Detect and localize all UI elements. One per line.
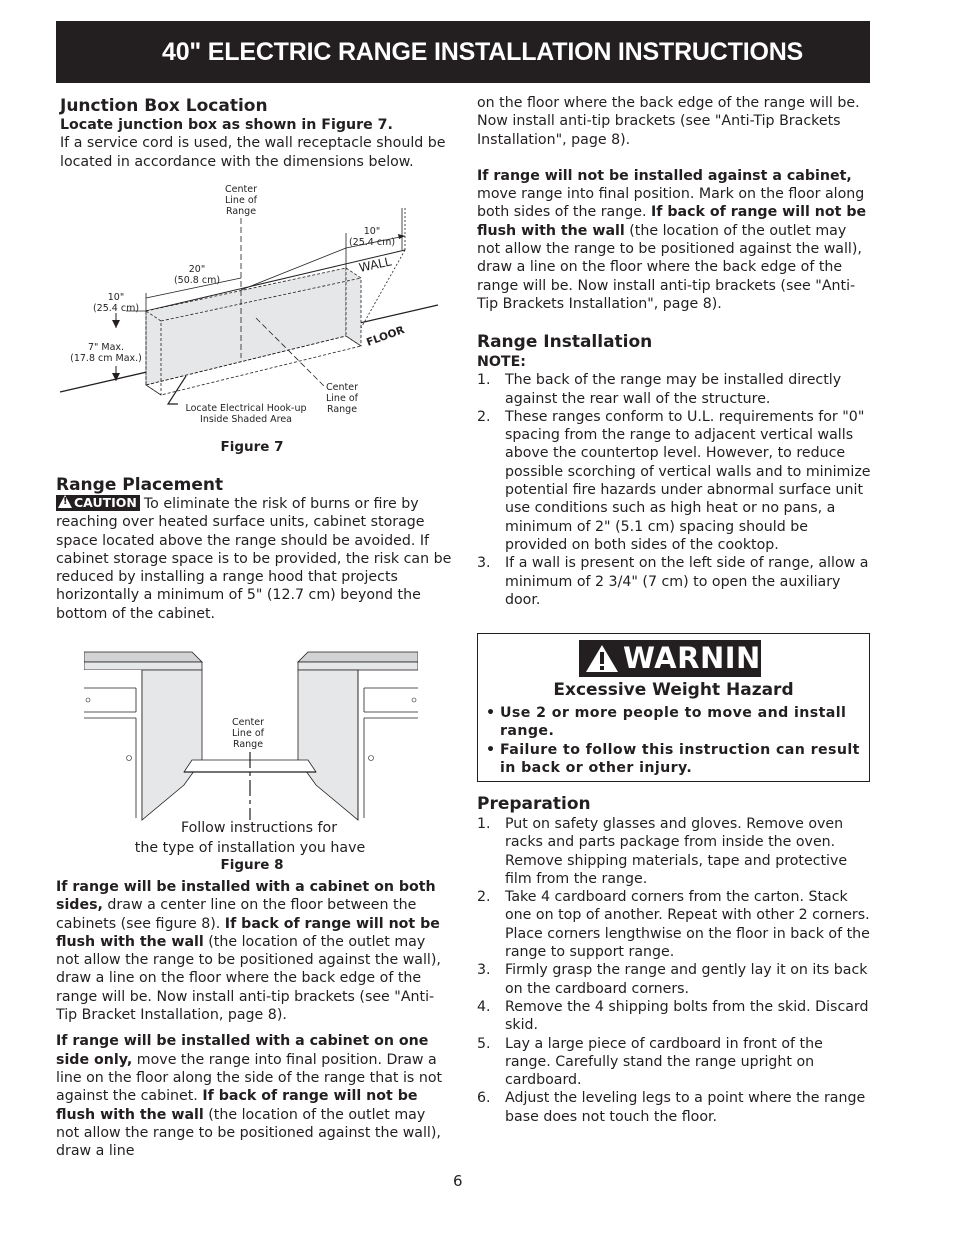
list-item: [477, 554, 872, 609]
installation-list: [477, 371, 872, 609]
list-item-number: 2.: [477, 889, 491, 906]
warning-bullet: • Failure to follow this instruction can result in back or other injury.: [486, 741, 861, 778]
warning-bullet: • Use 2 or more people to move and install range.: [486, 704, 861, 741]
figure-7-caption: Figure 7: [220, 439, 284, 455]
fig7-floor-label: FLOOR: [364, 324, 407, 349]
list-item-text: Adjust the leveling legs to a point where the range base does not touch the floor.: [505, 1090, 866, 1125]
right-install-paras: [477, 94, 872, 313]
list-item-text: These ranges conform to U.L. requirements for "0" spacing from the range to adjacent vertical walls above the countertop level. However, to reduce possible scorching of vertical walls and to minimize potential fire hazards under abnormal surface unit use conditions such as high heat or no pans, a minimum of 2" (5.1 cm) spacing should be provided on both sides of the cooktop.: [505, 408, 871, 553]
warning-bullets: [486, 704, 861, 777]
warning-title: Excessive Weight Hazard: [553, 680, 794, 700]
list-item-text: The back of the range may be installed directly against the rear wall of the structure.: [505, 372, 842, 407]
warning-label: WARNING: [623, 641, 786, 675]
preparation-list: [477, 815, 872, 1126]
page-number: 6: [453, 1172, 463, 1190]
para-both-sides-bold-1: If range will be installed with a cabinet on both sides,: [56, 879, 436, 914]
figure-8-diagram: [84, 650, 418, 825]
para-both-sides-text-1: draw a center line on the floor between the cabinets (see figure 8).: [56, 897, 417, 932]
fig7-centerline-top-3: Range: [225, 206, 257, 217]
fig8-follow-line1: Follow instructions for: [180, 820, 338, 836]
fig7-dim-height-2: (17.8 cm Max.): [70, 353, 142, 364]
list-item: [477, 815, 872, 888]
para-both-sides-text-2: (the location of the outlet may not allow the range to be positioned against the wall), draw a line on the floor where the back edge of the range will be. Now install anti-tip brackets (see "Anti-Tip Bracket Installation, page 8).: [56, 933, 441, 1024]
para-no-cabinet-bold-1: If range will not be installed against a cabinet,: [477, 167, 852, 184]
figure-7-diagram: [56, 178, 456, 433]
list-item-number: 1.: [477, 816, 491, 832]
list-item: [477, 888, 872, 961]
page-banner: [56, 21, 870, 83]
fig8-centerline-3: Range: [232, 739, 264, 750]
fig7-dim-left-2: (25.4 cm): [92, 303, 140, 314]
list-item-text: If a wall is present on the left side of range, allow a minimum of 2 3/4" (7 cm) to open the auxiliary door.: [505, 555, 869, 608]
figure-8-note: [100, 818, 400, 858]
caution-text: To eliminate the risk of burns or fire by reaching over heated surface units, cabinet storage space located above the range should be avoided. If cabinet storage space is to be provided, the risk can be reduced by installing a range hood that projects horizontally a minimum of 5" (12.7 cm) beyond the bottom of the cabinet.: [56, 496, 452, 622]
list-item-text: Lay a large piece of cardboard in front of the range. Carefully stand the range upright on cardboard.: [505, 1035, 823, 1089]
figure-8-caption: Figure 8: [220, 857, 284, 873]
installation-heading: Range Installation: [477, 332, 653, 352]
junction-subheading: Locate junction box as shown in Figure 7.: [60, 117, 393, 133]
caution-label: CAUTION: [74, 495, 137, 510]
fig7-centerline-top-1: Center: [225, 184, 257, 195]
list-item-number: 3.: [477, 555, 491, 572]
list-item: [477, 371, 872, 408]
preparation-heading: Preparation: [477, 794, 591, 814]
para-one-side: [56, 1032, 451, 1160]
fig7-dim-middle-2: (50.8 cm): [173, 275, 221, 286]
placement-heading: Range Placement: [56, 475, 224, 495]
junction-section: [60, 95, 460, 171]
para-one-side-text-1: move the range into final position. Draw a line on the floor along the side of the range that is not against the cabinet.: [56, 1051, 443, 1105]
fig8-centerline-1: Center: [232, 717, 264, 728]
fig7-centerline-bottom-1: Center: [326, 382, 358, 393]
fig7-dim-left-1: 10": [107, 292, 125, 303]
fig7-dim-right-1: 10": [363, 226, 381, 237]
list-item-number: 1.: [477, 372, 491, 389]
left-install-paras: [56, 878, 451, 1160]
para-one-side-text-2: (the location of the outlet may not allow the range to be positioned against the wall), draw a line: [56, 1106, 441, 1160]
preparation-section: [477, 793, 872, 1126]
list-item: [477, 408, 872, 554]
caution-badge: [56, 495, 140, 511]
fig7-wall-label: WALL: [357, 254, 393, 275]
list-item: [477, 998, 872, 1035]
junction-text: If a service cord is used, the wall receptacle should be located in accordance with the dimensions below.: [60, 135, 446, 170]
para-no-cabinet: [477, 167, 872, 313]
para-no-cabinet-text-2: (the location of the outlet may not allow the range to be positioned against the wall), draw a line on the floor where the back edge of the range will be. Now install anti-tip brackets (see "Anti-Tip Brackets Installation", page 8).: [477, 222, 862, 312]
para-no-cabinet-bold-2: If back of range will not be flush with the wall: [477, 204, 867, 239]
para-both-sides-bold-2: If back of range will not be flush with the wall: [56, 915, 440, 950]
fig8-follow-line2: the type of installation you have: [134, 840, 366, 856]
placement-caution-para: [56, 495, 452, 623]
para-both-sides: [56, 878, 451, 1024]
installation-section: [477, 331, 872, 609]
list-item-text: Take 4 cardboard corners from the carton. Stack one on top of another. Repeat with other 2 corners. Place corners lengthwise on the floor in back of the range to support range.: [505, 889, 870, 961]
list-item: [477, 961, 872, 998]
caution-triangle-icon: [58, 495, 72, 508]
fig7-dim-right-2: (25.4 cm): [348, 237, 396, 248]
warning-triangle-icon: [585, 644, 619, 673]
fig7-centerline-top-2: Line of: [225, 195, 257, 206]
para-one-side-bold-1: If range will be installed with a cabinet on one side only,: [56, 1033, 429, 1068]
list-item-number: 2.: [477, 408, 491, 425]
list-item-text: Firmly grasp the range and gently lay it on its back on the cardboard corners.: [505, 962, 868, 997]
para-no-cabinet-text-1: move range into final position. Mark on the floor along both sides of the range.: [477, 186, 865, 221]
para-continued: on the floor where the back edge of the range will be. Now install anti-tip brackets (see "Anti-Tip Brackets Installation", page 8).: [477, 95, 860, 148]
warning-box: [477, 633, 870, 782]
list-item: [477, 1089, 872, 1126]
list-item-text: Put on safety glasses and gloves. Remove oven racks and parts package from inside the oven. Remove shipping materials, tape and protective film from the range.: [505, 816, 848, 887]
warning-label-badge: [579, 640, 786, 677]
fig8-centerline-2: Line of: [232, 728, 264, 739]
junction-heading: Junction Box Location: [60, 96, 268, 116]
installation-note-label: NOTE:: [477, 354, 526, 370]
list-item-number: 6.: [477, 1090, 491, 1107]
fig7-centerline-bottom-3: Range: [326, 404, 358, 415]
fig7-dim-middle-1: 20": [188, 264, 206, 275]
fig7-locate-note-2: Inside Shaded Area: [200, 414, 292, 425]
page-title: 40" ELECTRIC RANGE INSTALLATION INSTRUCTIONS: [162, 38, 804, 66]
fig7-centerline-bottom-2: Line of: [326, 393, 358, 404]
para-one-side-bold-2: If back of range will not be flush with the wall: [56, 1088, 418, 1123]
list-item: [477, 1035, 872, 1090]
placement-section: [56, 474, 452, 623]
list-item-number: 3.: [477, 962, 491, 979]
list-item-text: Remove the 4 shipping bolts from the skid. Discard skid.: [505, 998, 869, 1034]
list-item-number: 5.: [477, 1035, 491, 1052]
fig7-dim-height-1: 7" Max.: [87, 342, 125, 353]
fig7-locate-note-1: Locate Electrical Hook-up: [185, 403, 307, 414]
list-item-number: 4.: [477, 998, 491, 1015]
